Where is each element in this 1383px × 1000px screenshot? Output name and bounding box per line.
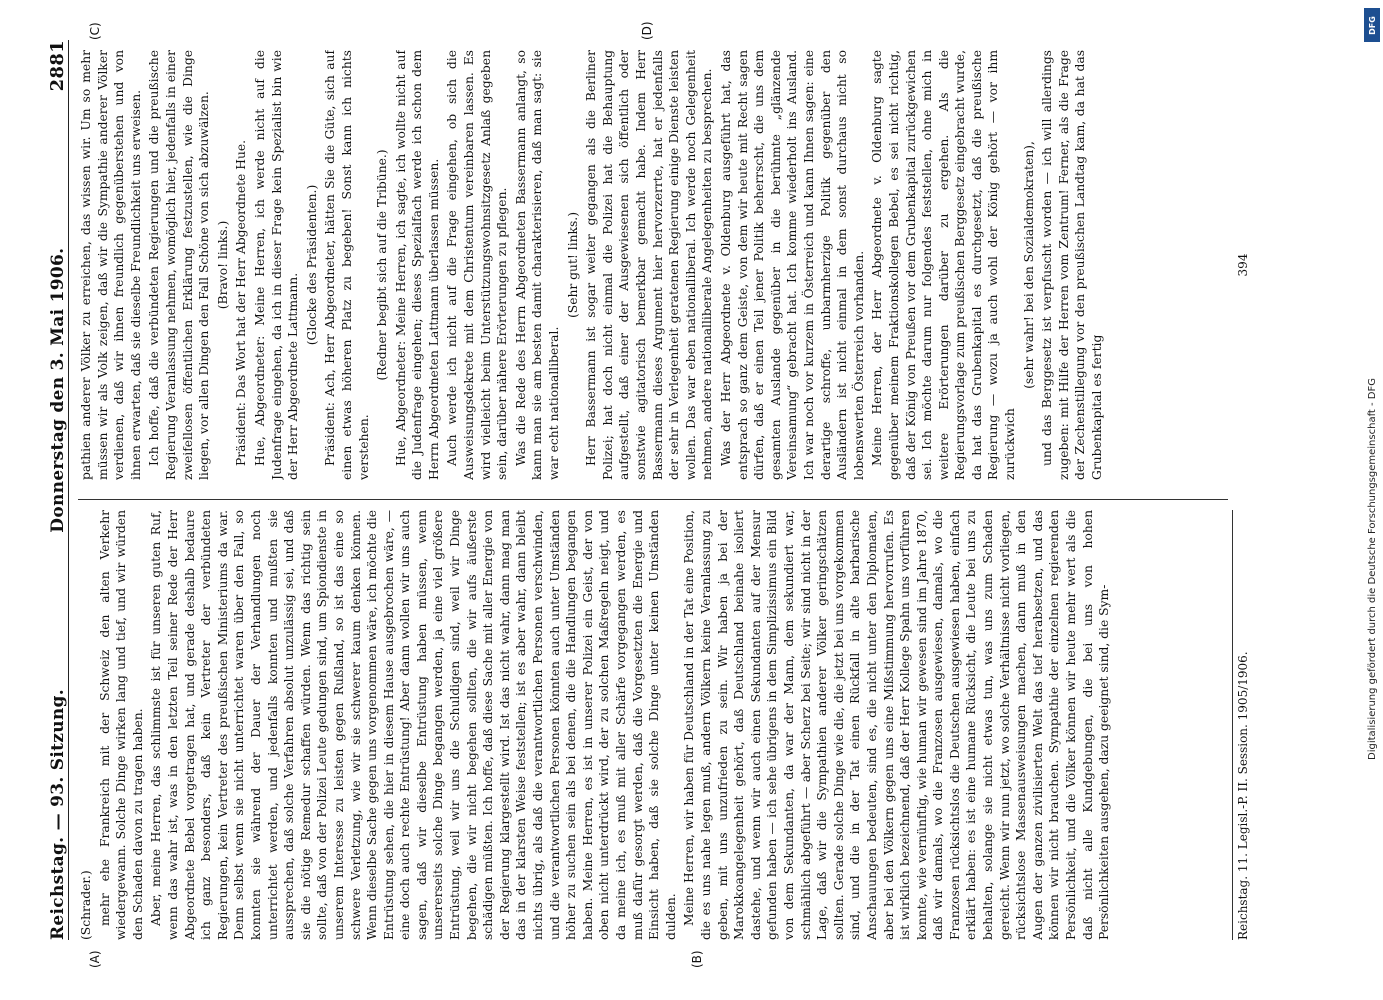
column-divider: [78, 499, 1228, 500]
header-date: Donnerstag den 3. Mai 1906.: [48, 247, 68, 533]
interjection: (Redner begibt sich auf die Tribüne.): [375, 149, 390, 381]
paragraph: und das Berggesetz ist verpfuscht worden — ich will allerdings zugeben: mit Hilfe der Herren vom Zentrum! Ferner, als die Frage der Zechenstillegung vor den preußischen Landtag kam, da hat das Grubenkapital es fertig: [1040, 50, 1105, 480]
paragraph: Präsident: Ach, Herr Abgeordneter, hätten Sie die Güte, sich auf einen etwas höheren Platz zu begeben! Sonst kann ich nichts verstehen.: [323, 50, 371, 480]
paragraph: Was der Herr Abgeordnete v. Oldenburg ausgeführt hat, das entsprach so ganz dem Geiste, von dem wir heute mit Recht sagen dürfen, daß er einen Teil jener Politik beherrscht, die uns dem gesamten Auslande gegenüber in die berühmte „glänzende Vereinsamung“ gebracht hat. Ich komme wiederholt ins Ausland. Ich war noch vor kurzem in Österreich und kann Ihnen sagen: eine derartige schroffe, unbarmherzige Politik gegenüber den Ausländern ist nicht einmal in dem sonst durchaus nicht so lobenswerten Österreich vorhanden.: [718, 50, 866, 480]
paragraph: Ich hoffe, daß die verbündeten Regierungen und die preußische Regierung Veranlassung nehmen, womöglich hier, jedenfalls in einer zweifellosen öffentlichen Erklärung festzustellen, wie die Dinge liegen, vor allen Dingen den Fall Schöne von sich abzuwälzen.: [147, 50, 212, 480]
right-column-text: [78, 50, 1106, 480]
dfg-logo: DFG: [1364, 8, 1380, 42]
paragraph: Hue, Abgeordneter: Meine Herren, ich sagte, ich wollte nicht auf die Judenfrage eingehen; dieses Spezialfach werde ich schon dem Herrn Abgeordneten Lattmann überlassen müssen.: [393, 50, 441, 480]
header-left: Reichstag. — 93. Sitzung.: [48, 689, 68, 940]
credit-text: Digitalisierung gefördert durch die Deutsche Forschungsgemeinschaft - DFG: [1367, 377, 1378, 760]
interjection: (Glocke des Präsidenten.): [304, 184, 319, 346]
sheet-number: 394: [1236, 253, 1250, 277]
left-column-text: [97, 510, 1113, 940]
paragraph: mehr ehe Frankreich mit der Schweiz den alten Verkehr wiedergewann. Solche Dinge wirken lang und tief, und wir würden den Schaden davon zu tragen haben.: [97, 510, 145, 940]
digitization-credit: [1361, 0, 1383, 1000]
page-number: 2881: [47, 40, 68, 92]
paragraph: Meine Herren, der Herr Abgeordnete v. Oldenburg sagte gegenüber meinem Fraktionskollegen Bebel, es sei nicht richtig, daß der König von Preußen vor dem Grubenkapital zurückgewichen sei. Ich möchte darum nur folgendes feststellen, ohne mich in weitere Erörterungen darüber zu ergehen. Als die Regierungsvorlage zum preußischen Berggesetz eingebracht wurde, da hat das Grubenkapital es durchgesetzt, daß die preußische Regierung — wozu ja auch wohl der König gehört — vor ihm zurückwich: [870, 50, 1018, 480]
margin-marker-c: (C): [88, 22, 102, 40]
right-column: [78, 50, 1228, 480]
speaker-tag: (Schrader.): [79, 870, 93, 940]
margin-marker-a: (A): [88, 950, 102, 968]
interjection: (Sehr gut! links.): [565, 211, 580, 319]
interjection: (Bravo! links.): [215, 220, 230, 310]
paragraph: Präsident: Das Wort hat der Herr Abgeordnete Hue.: [234, 139, 249, 466]
paragraph: Was die Rede des Herrn Abgeordneten Bassermann anlangt, so kann man sie am besten damit charakterisieren, daß man sagt: sie war echt nationalliberal.: [513, 50, 562, 480]
paragraph: Aber, meine Herren, das schlimmste ist für unseren guten Ruf, wenn das wahr ist, was in den letzten Teil seiner Rede der Herr Abgeordnete Bebel vorgetragen hat, und gerade deshalb bedaure ich ganz besonders, daß kein Vertreter der verbündeten Regierungen, kein Vertreter des preußischen Ministeriums da war. Denn selbst wenn sie nicht unterrichtet waren über den Fall, so konnten sie während der Dauer der Verhandlungen noch unterrichtet werden, und jedenfalls konnten und mußten sie aussprechen, daß solche Verfahren absolut unzulässig sei, und daß sie die nötige Remedur schaffen würden. Wenn das richtig sein sollte, daß von der Polizei Leute gedungen sind, um Spiondienste in unserem Interesse zu leisten gegen Rußland, so ist das eine so schwere Verletzung, wie wir sie schwerer kaum denken können. Wenn dieselbe Sache gegen uns vorgenommen wäre, ich möchte die Entrüstung sehen, die hier in diesem Hause ausgebrochen wäre, — eine doch auch rechte Entrüstung! Aber dann wollen wir uns auch sagen, daß wir dieselbe Entrüstung haben müssen, wenn unsererseits solche Dinge begangen werden, ja eine viel größere Entrüstung, weil wir uns die Schuldigen sind, weil wir Dinge begehen, die wir nicht begehen sollten, die wir aufs äußerste schädigen müßten. Ich hoffe, daß diese Sache mit aller Energie von der Regierung klargestellt wird. Ist das nicht wahr, dann mag man das in der klarsten Weise feststellen; ist es aber wahr, dann bleibt nichts übrig, als daß die verantwortlichen Personen verschwinden, und die verantwortlichen Personen könnten auch unter Umständen höher zu suchen sein als bei denen, die die Handlungen begangen haben. Meine Herren, es ist in unserer Polizei ein Geist, der von oben nicht unterdrückt wird, der zu solchen Maßregeln neigt, und da meine ich, es muß mit aller Schärfe vorgegangen werden, es muß dafür gesorgt werden, daß die Vorgesetzten die Energie und Einsicht haben, daß sie solche Dinge unter keinen Umständen dulden.: [149, 510, 678, 940]
interjection: (sehr wahr! bei den Sozialdemokraten),: [1021, 141, 1036, 389]
paragraph: Herr Bassermann ist sogar weiter gegangen als die Berliner Polizei; hat doch nicht einmal die Polizei hat die Behauptung aufgestellt, daß einer der Ausgewiesenen sich öffentlich oder sonstwie agitatorisch bemerkbar gemacht habe. Indem Herr Bassermann dieses Argument hier hervorzerrte, hat er jedenfalls der sehr in Verlegenheit geratenen Regierung einige Dienste leisten wollen. Das war eben nationalliberal. Ich werde noch Gelegenheit nehmen, andere nationalliberale Angelegenheiten zu besprechen.: [584, 50, 715, 480]
paragraph: Auch werde ich nicht auf die Frage eingehen, ob sich die Ausweisungsdekrete mit dem Christentum vereinbaren lassen. Es wird vielleicht beim Unterstützungswohnsitzgesetz Anlaß gegeben sein, darüber nähere Erörterungen zu pflegen.: [445, 50, 510, 480]
margin-marker-b: (B): [690, 950, 704, 968]
page-footer: Reichstag. 11. Legisl.-P. II. Session. 1905/1906.: [1232, 510, 1250, 940]
margin-marker-d: (D): [640, 21, 654, 40]
left-column: [78, 510, 1228, 940]
paragraph: pathien anderer Völker zu erreichen, das wissen wir. Um so mehr müssen wir als Volk zeigen, daß wir die Sympathie anderer Völker verdienen, daß wir ihnen freundlich gegenüberstehen und von ihnen erwarten, daß sie dieselbe Freundlichkeit uns erweisen.: [79, 50, 143, 480]
paragraph: Hue, Abgeordneter: Meine Herren, ich werde nicht auf die Judenfrage eingehen, da ich in dieser Frage kein Spezialist bin wie der Herr Abgeordnete Lattmann.: [252, 50, 301, 480]
page-header: [40, 40, 69, 940]
paragraph: Meine Herren, wir haben für Deutschland in der Tat eine Position, die es uns nahe legen muß, andern Völkern keine Veranlassung zu geben, mit uns unzufrieden zu sein. Wir haben ja bei der Marokkoangelegenheit gehört, daß Deutschland beinahe isoliert dastehe, und wenn wir auch einen Sekundanten auf der Mensur gefunden haben — ich sehe übrigens in dem Simplizissimus ein Bild von dem Sekundanten, da war der Mann, dem sekundiert war, schmählich abgeführt — aber Scherz bei Seite; wir sind nicht in der Lage, daß wir die Sympathien anderer Völker geringschätzen sollten. Gerade solche Dinge wie die, die jetzt bei uns vorgekommen sind, und die in der Tat einen Rückfall in alte barbarische Anschauungen bedeuten, sind es, die nicht unter den Diplomaten, aber bei den Völkern gegen uns eine Mißstimmung hervorrufen. Es ist wirklich bezeichnend, daß der Herr Kollege Spahn uns vorführen konnte, wie vernünftig, wie human wir gewesen sind im Jahre 1870, daß wir damals, wo die Franzosen ausgewiesen, damals, wo die Franzosen rücksichtslos die Deutschen ausgewiesen haben, einfach erklärt haben: es ist eine humane Rücksicht, die Leute bei uns zu behalten, solange sie nicht etwas tun, was uns zum Schaden gereicht. Wenn wir nun jetzt, wo solche Verhältnisse nicht vorliegen, rücksichtslose Massenausweisungen machen, dann muß in den Augen der ganzen zivilisierten Welt das tief herabsetzen, und das können wir nicht brauchen. Sympathie der einzelnen regierenden Persönlichkeit, und die Völker können wir heute mehr wert als die daß nicht alle Kundgebungen, die bei uns von hohen Persönlichkeiten ausgehen, dazu geeignet sind, die Sym-: [682, 510, 1112, 940]
